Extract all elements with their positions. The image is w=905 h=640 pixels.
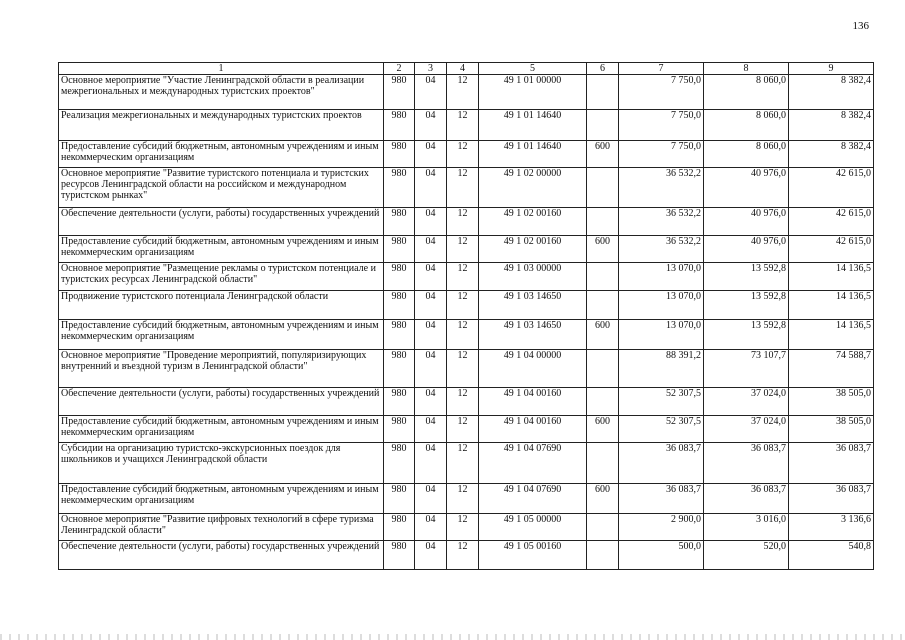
cell-col-2: 980 [384, 443, 415, 484]
cell-col-6 [587, 443, 619, 484]
cell-col-3: 04 [415, 484, 447, 514]
cell-col-8: 40 976,0 [704, 208, 789, 236]
cell-col-6 [587, 514, 619, 541]
cell-col-8: 40 976,0 [704, 236, 789, 263]
cell-col-4: 12 [447, 291, 479, 320]
row-description: Предоставление субсидий бюджетным, автономным учреждениям и иным некоммерческим организациям [59, 484, 384, 514]
table-row [59, 514, 874, 541]
cell-col-3: 04 [415, 320, 447, 350]
row-description: Предоставление субсидий бюджетным, автономным учреждениям и иным некоммерческим организациям [59, 320, 384, 350]
cell-col-9: 38 505,0 [789, 416, 874, 443]
cell-col-6 [587, 291, 619, 320]
cell-col-4: 12 [447, 320, 479, 350]
cell-col-6 [587, 208, 619, 236]
cell-col-5: 49 1 02 00160 [479, 208, 587, 236]
cell-col-5: 49 1 03 00000 [479, 263, 587, 291]
cell-col-8: 13 592,8 [704, 291, 789, 320]
cell-col-3: 04 [415, 236, 447, 263]
row-description: Предоставление субсидий бюджетным, автономным учреждениям и иным некоммерческим организациям [59, 416, 384, 443]
cell-col-5: 49 1 01 14640 [479, 110, 587, 141]
cell-col-2: 980 [384, 263, 415, 291]
cell-col-9: 36 083,7 [789, 443, 874, 484]
cell-col-6 [587, 75, 619, 110]
cell-col-9: 14 136,5 [789, 320, 874, 350]
cell-col-5: 49 1 04 00000 [479, 350, 587, 388]
cell-col-4: 12 [447, 168, 479, 208]
table-row [59, 443, 874, 484]
cell-col-2: 980 [384, 236, 415, 263]
cell-col-5: 49 1 05 00000 [479, 514, 587, 541]
table-row [59, 110, 874, 141]
cell-col-4: 12 [447, 263, 479, 291]
table-row [59, 350, 874, 388]
cell-col-3: 04 [415, 141, 447, 168]
cell-col-6 [587, 350, 619, 388]
cell-col-3: 04 [415, 208, 447, 236]
cell-col-3: 04 [415, 291, 447, 320]
cell-col-4: 12 [447, 388, 479, 416]
cell-col-4: 12 [447, 514, 479, 541]
cell-col-8: 73 107,7 [704, 350, 789, 388]
cell-col-5: 49 1 01 14640 [479, 141, 587, 168]
cell-col-4: 12 [447, 208, 479, 236]
cell-col-9: 42 615,0 [789, 236, 874, 263]
cell-col-8: 36 083,7 [704, 484, 789, 514]
cell-col-4: 12 [447, 541, 479, 570]
cell-col-9: 8 382,4 [789, 75, 874, 110]
cell-col-7: 36 532,2 [619, 236, 704, 263]
cell-col-8: 36 083,7 [704, 443, 789, 484]
cell-col-6 [587, 110, 619, 141]
row-description: Основное мероприятие "Размещение рекламы о туристском потенциале и туристских ресурсах Ленинградской области" [59, 263, 384, 291]
cell-col-5: 49 1 03 14650 [479, 291, 587, 320]
column-number: 4 [447, 63, 479, 75]
cell-col-2: 980 [384, 141, 415, 168]
cell-col-5: 49 1 03 14650 [479, 320, 587, 350]
cell-col-2: 980 [384, 416, 415, 443]
cell-col-6: 600 [587, 236, 619, 263]
table-row [59, 75, 874, 110]
cell-col-2: 980 [384, 75, 415, 110]
cell-col-5: 49 1 04 00160 [479, 416, 587, 443]
table-row [59, 291, 874, 320]
cell-col-4: 12 [447, 484, 479, 514]
cell-col-7: 88 391,2 [619, 350, 704, 388]
cell-col-3: 04 [415, 514, 447, 541]
cell-col-3: 04 [415, 110, 447, 141]
cell-col-8: 8 060,0 [704, 141, 789, 168]
cell-col-2: 980 [384, 168, 415, 208]
cell-col-3: 04 [415, 350, 447, 388]
cell-col-4: 12 [447, 110, 479, 141]
cell-col-3: 04 [415, 443, 447, 484]
cell-col-7: 52 307,5 [619, 416, 704, 443]
cell-col-4: 12 [447, 236, 479, 263]
cell-col-4: 12 [447, 416, 479, 443]
cell-col-5: 49 1 02 00000 [479, 168, 587, 208]
cell-col-7: 36 083,7 [619, 443, 704, 484]
cell-col-5: 49 1 04 07690 [479, 484, 587, 514]
cell-col-5: 49 1 01 00000 [479, 75, 587, 110]
cell-col-3: 04 [415, 75, 447, 110]
cell-col-4: 12 [447, 141, 479, 168]
cell-col-8: 37 024,0 [704, 388, 789, 416]
cell-col-2: 980 [384, 208, 415, 236]
cell-col-5: 49 1 05 00160 [479, 541, 587, 570]
column-number: 6 [587, 63, 619, 75]
table-row [59, 236, 874, 263]
cell-col-3: 04 [415, 541, 447, 570]
cell-col-7: 7 750,0 [619, 110, 704, 141]
cell-col-8: 520,0 [704, 541, 789, 570]
cell-col-7: 36 532,2 [619, 208, 704, 236]
cell-col-4: 12 [447, 443, 479, 484]
cell-col-2: 980 [384, 514, 415, 541]
column-number: 2 [384, 63, 415, 75]
cell-col-6 [587, 263, 619, 291]
cell-col-6 [587, 541, 619, 570]
scan-artifact-line [0, 634, 905, 640]
cell-col-5: 49 1 04 00160 [479, 388, 587, 416]
cell-col-9: 540,8 [789, 541, 874, 570]
cell-col-7: 36 532,2 [619, 168, 704, 208]
row-description: Субсидии на организацию туристско-экскурсионных поездок для школьников и учащихся Ленинградской области [59, 443, 384, 484]
cell-col-8: 8 060,0 [704, 110, 789, 141]
table-row [59, 168, 874, 208]
page-number: 136 [852, 20, 869, 32]
cell-col-7: 2 900,0 [619, 514, 704, 541]
table-row [59, 208, 874, 236]
cell-col-5: 49 1 02 00160 [479, 236, 587, 263]
table-row [59, 320, 874, 350]
cell-col-6: 600 [587, 416, 619, 443]
cell-col-9: 38 505,0 [789, 388, 874, 416]
row-description: Основное мероприятие "Развитие туристского потенциала и туристских ресурсов Ленинградской области на российском и международном туристском рынках" [59, 168, 384, 208]
column-number: 8 [704, 63, 789, 75]
cell-col-2: 980 [384, 110, 415, 141]
cell-col-2: 980 [384, 350, 415, 388]
table-row [59, 484, 874, 514]
cell-col-7: 13 070,0 [619, 291, 704, 320]
table-row [59, 388, 874, 416]
table-row [59, 141, 874, 168]
cell-col-7: 36 083,7 [619, 484, 704, 514]
cell-col-4: 12 [447, 350, 479, 388]
row-description: Основное мероприятие "Развитие цифровых технологий в сфере туризма Ленинградской области" [59, 514, 384, 541]
cell-col-9: 8 382,4 [789, 141, 874, 168]
row-description: Продвижение туристского потенциала Ленинградской области [59, 291, 384, 320]
cell-col-7: 7 750,0 [619, 141, 704, 168]
row-description: Реализация межрегиональных и международных туристских проектов [59, 110, 384, 141]
cell-col-6 [587, 388, 619, 416]
cell-col-8: 13 592,8 [704, 320, 789, 350]
cell-col-7: 7 750,0 [619, 75, 704, 110]
cell-col-9: 8 382,4 [789, 110, 874, 141]
cell-col-9: 42 615,0 [789, 168, 874, 208]
cell-col-3: 04 [415, 388, 447, 416]
cell-col-7: 13 070,0 [619, 320, 704, 350]
cell-col-3: 04 [415, 416, 447, 443]
cell-col-7: 500,0 [619, 541, 704, 570]
row-description: Предоставление субсидий бюджетным, автономным учреждениям и иным некоммерческим организациям [59, 141, 384, 168]
cell-col-9: 36 083,7 [789, 484, 874, 514]
cell-col-9: 14 136,5 [789, 291, 874, 320]
cell-col-9: 74 588,7 [789, 350, 874, 388]
cell-col-9: 3 136,6 [789, 514, 874, 541]
cell-col-6: 600 [587, 141, 619, 168]
cell-col-6 [587, 168, 619, 208]
cell-col-2: 980 [384, 320, 415, 350]
cell-col-8: 37 024,0 [704, 416, 789, 443]
cell-col-2: 980 [384, 291, 415, 320]
table-row [59, 263, 874, 291]
cell-col-2: 980 [384, 541, 415, 570]
cell-col-8: 40 976,0 [704, 168, 789, 208]
cell-col-9: 14 136,5 [789, 263, 874, 291]
column-number-row [59, 63, 874, 75]
cell-col-6: 600 [587, 484, 619, 514]
cell-col-7: 52 307,5 [619, 388, 704, 416]
cell-col-8: 13 592,8 [704, 263, 789, 291]
row-description: Основное мероприятие "Проведение мероприятий, популяризирующих внутренний и въездной туризм в Ленинградской области" [59, 350, 384, 388]
cell-col-8: 3 016,0 [704, 514, 789, 541]
cell-col-2: 980 [384, 484, 415, 514]
column-number: 1 [59, 63, 384, 75]
cell-col-3: 04 [415, 168, 447, 208]
cell-col-2: 980 [384, 388, 415, 416]
cell-col-9: 42 615,0 [789, 208, 874, 236]
column-number: 7 [619, 63, 704, 75]
table-row [59, 416, 874, 443]
row-description: Обеспечение деятельности (услуги, работы) государственных учреждений [59, 541, 384, 570]
cell-col-7: 13 070,0 [619, 263, 704, 291]
row-description: Предоставление субсидий бюджетным, автономным учреждениям и иным некоммерческим организациям [59, 236, 384, 263]
budget-table [58, 62, 874, 570]
cell-col-6: 600 [587, 320, 619, 350]
row-description: Обеспечение деятельности (услуги, работы) государственных учреждений [59, 208, 384, 236]
cell-col-3: 04 [415, 263, 447, 291]
cell-col-8: 8 060,0 [704, 75, 789, 110]
column-number: 3 [415, 63, 447, 75]
row-description: Основное мероприятие "Участие Ленинградской области в реализации межрегиональных и международных туристских проектов" [59, 75, 384, 110]
cell-col-4: 12 [447, 75, 479, 110]
row-description: Обеспечение деятельности (услуги, работы) государственных учреждений [59, 388, 384, 416]
column-number: 9 [789, 63, 874, 75]
column-number: 5 [479, 63, 587, 75]
cell-col-5: 49 1 04 07690 [479, 443, 587, 484]
table-row [59, 541, 874, 570]
